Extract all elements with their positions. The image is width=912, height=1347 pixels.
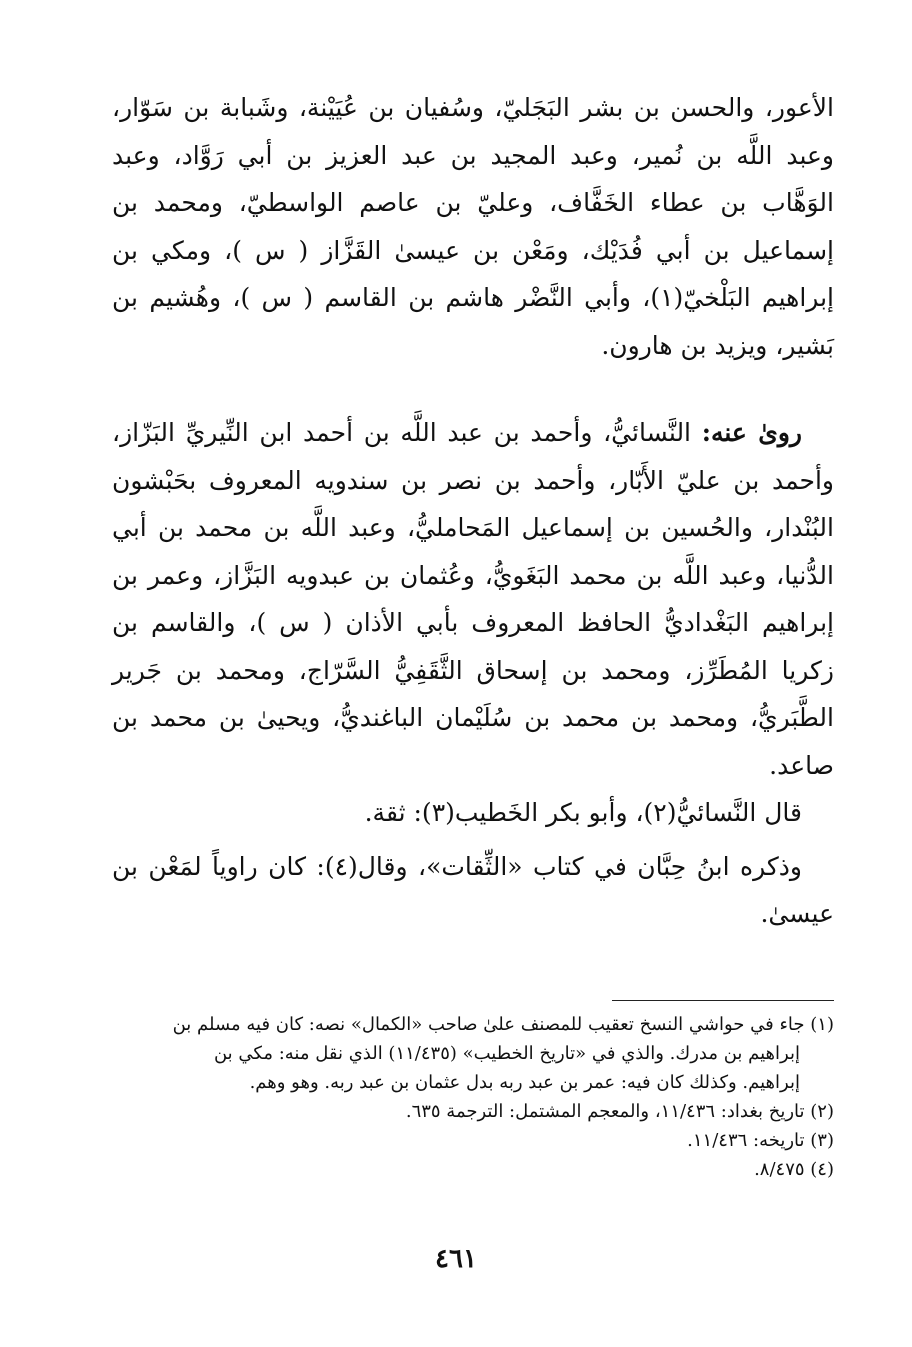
- footnote-separator: [612, 1000, 834, 1001]
- paragraph-ibn-hibban: [112, 843, 834, 938]
- footnotes: [112, 1010, 834, 1184]
- footnote-1-line-2: إبراهيم بن مدرك. والذي في «تاريخ الخطيب» (١١/٤٣٥) الذي نقل منه: مكي بن: [213, 1043, 800, 1064]
- page-number: ٤٦١: [435, 1244, 477, 1274]
- paragraph-assessment: [112, 789, 834, 837]
- assessment-text: قال النَّسائيُّ(٢)، وأبو بكر الخَطيب(٣): ثقة.: [364, 798, 802, 827]
- footnote-2: (٢) تاريخ بغداد: ١١/٤٣٦، والمعجم المشتمل: الترجمة ٦٣٥.: [405, 1101, 834, 1122]
- footnote-1-line-3: إبراهيم. وكذلك كان فيه: عمر بن عبد ربه بدل عثمان بن عبد ربه. وهو وهم.: [249, 1072, 800, 1093]
- footnote-4: (٤) ٨/٤٧٥.: [754, 1159, 834, 1180]
- footnote-3: (٣) تاريخه: ١١/٤٣٦.: [687, 1130, 834, 1151]
- paragraph-students: [112, 409, 834, 789]
- paragraph-gap: [112, 369, 834, 409]
- main-text: [112, 84, 834, 938]
- ibn-hibban-text: وذكره ابنُ حِبَّان في كتاب «الثِّقات»، وقال(٤): كان راوياً لمَعْن بن عيسىٰ.: [112, 851, 834, 928]
- footnote-1-line-1: (١) جاء في حواشي النسخ تعقيب للمصنف علىٰ صاحب «الكمال» نصه: كان فيه مسلم بن: [172, 1014, 834, 1035]
- students-text: النَّسائيُّ، وأحمد بن عبد اللَّه بن أحمد ابن النِّيريِّ البَزّاز، وأحمد بن عليّ الأَبّار، وأحمد بن نصر بن سندويه المعروف بحَبْشون البُنْدار، والحُسين بن إسماعيل المَحامليُّ، وعبد اللَّه بن محمد بن أبي الدُّنيا، وعبد اللَّه بن محمد البَغَويُّ، وعُثمان بن عبدويه البَزَّاز، وعمر بن إبراهيم البَغْداديُّ الحافظ المعروف بأبي الأذان ( س )، والقاسم بن زكريا المُطَرِّز، ومحمد بن إسحاق الثَّقَفِيُّ السَّرّاج، ومحمد بن جَرير الطَّبَريُّ، ومحمد بن محمد بن سُلَيْمان الباغنديُّ، ويحيىٰ بن محمد بن صاعد.: [112, 418, 834, 780]
- paragraph-teachers: الأعور، والحسن بن بشر البَجَليّ، وسُفيان بن عُيَيْنة، وشَبابة بن سَوّار، وعبد اللَّه بن نُمير، وعبد المجيد بن عبد العزيز بن أبي رَوَّاد، وعبد الوَهَّاب بن عطاء الخَفَّاف، وعليّ بن عاصم الواسطيّ، ومحمد بن إسماعيل بن أبي فُدَيْك، ومَعْن بن عيسىٰ القَزَّاز ( س )، ومكي بن إبراهيم البَلْخيّ(١)، وأبي النَّضْر هاشم بن القاسم ( س )، وهُشيم بن بَشير، ويزيد بن هارون.: [112, 93, 834, 360]
- students-label: روىٰ عنه:: [701, 418, 803, 447]
